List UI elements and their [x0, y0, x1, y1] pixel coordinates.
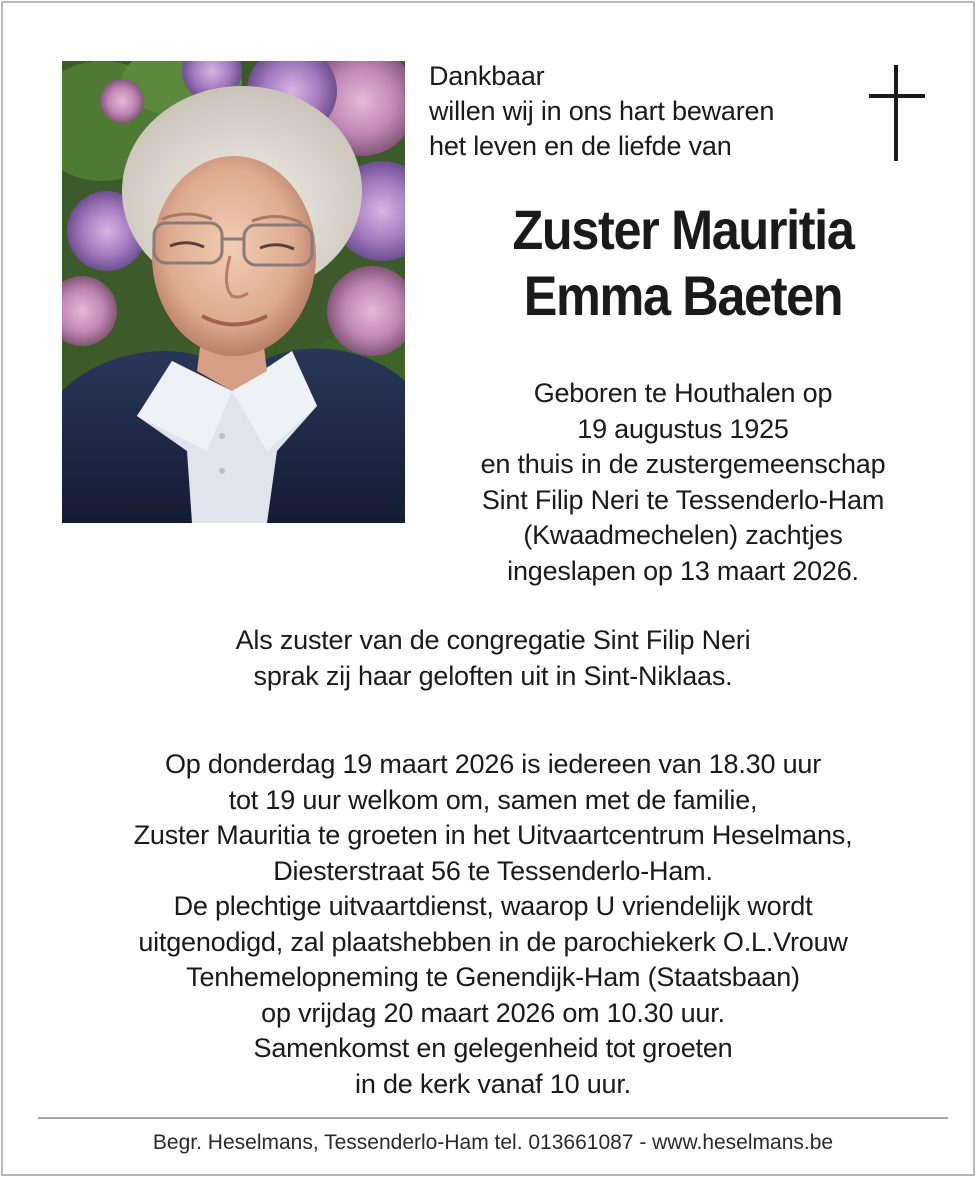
service-line: in de kerk vanaf 10 uur.: [355, 1068, 631, 1099]
birth-details: [423, 376, 943, 589]
birth-line: en thuis in de zustergemeenschap: [480, 449, 886, 479]
intro-line: Dankbaar: [429, 61, 545, 91]
deceased-name: [449, 197, 917, 329]
service-line: Zuster Mauritia te groeten in het Uitvaartcentrum Heselmans,: [133, 820, 853, 850]
service-line: Samenkomst en gelegenheid tot groeten: [253, 1033, 733, 1063]
congregation-line: sprak zij haar geloften uit in Sint-Niklaas.: [253, 660, 733, 691]
birth-line: Geboren te Houthalen op: [533, 378, 833, 408]
obituary-card: [1, 1, 975, 1176]
birth-line: 19 augustus 1925: [577, 413, 789, 444]
birth-line: (Kwaadmechelen) zachtjes: [523, 520, 843, 550]
service-line: tot 19 uur welkom om, samen met de familie,: [228, 784, 758, 815]
service-line: De plechtige uitvaartdienst, waarop U vriendelijk wordt: [173, 891, 813, 921]
footer-divider: [38, 1117, 948, 1119]
intro-text: [429, 59, 774, 164]
latin-cross-icon: [869, 65, 925, 161]
service-line: uitgenodigd, zal plaatshebben in de parochiekerk O.L.Vrouw: [138, 926, 848, 957]
congregation-line: Als zuster van de congregatie Sint Filip Neri: [235, 625, 751, 655]
birth-line: Sint Filip Neri te Tessenderlo-Ham: [481, 484, 885, 515]
name-line: Zuster Mauritia: [512, 198, 854, 261]
announcement-body: [43, 623, 943, 1102]
birth-line: ingeslapen op 13 maart 2026.: [507, 555, 859, 586]
intro-line: het leven en de liefde van: [429, 131, 732, 161]
funeral-home-footer: Begr. Heselmans, Tessenderlo-Ham tel. 013661087 - www.heselmans.be: [152, 1131, 834, 1154]
portrait-photo: [62, 61, 405, 523]
service-line: Tenhemelopneming te Genendijk-Ham (Staatsbaan): [186, 962, 800, 992]
service-line: op vrijdag 20 maart 2026 om 10.30 uur.: [261, 997, 725, 1028]
service-line: Op donderdag 19 maart 2026 is iedereen van 18.30 uur: [164, 749, 822, 779]
intro-line: willen wij in ons hart bewaren: [429, 96, 775, 126]
service-line: Diesterstraat 56 te Tessenderlo-Ham.: [273, 855, 713, 886]
name-line: Emma Baeten: [523, 264, 843, 327]
